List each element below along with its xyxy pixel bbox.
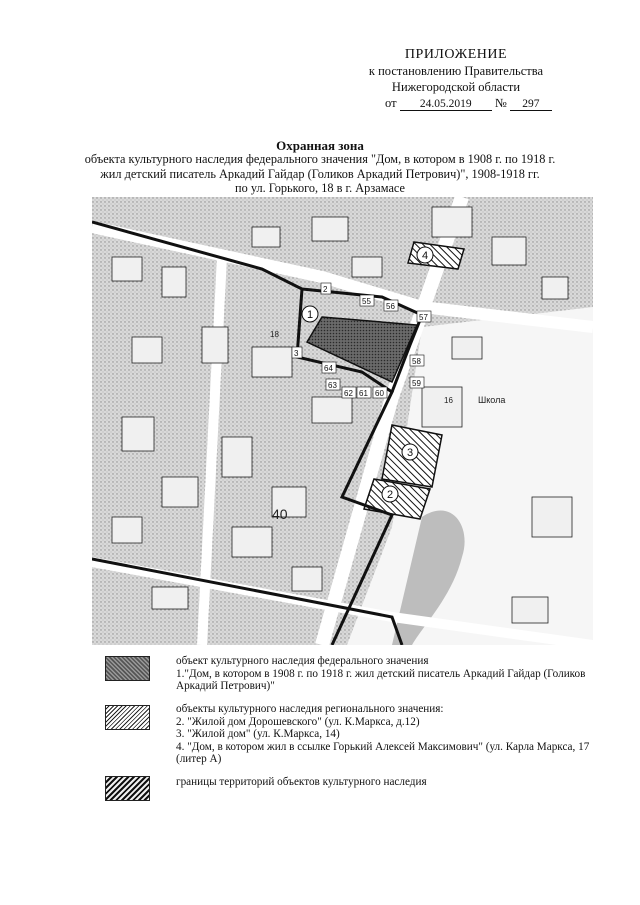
label-16: 16 bbox=[444, 396, 453, 405]
legend-federal-line-2: 1."Дом, в котором в 1908 г. по 1918 г. жил детский писатель Аркадий Гайдар (Голиков bbox=[176, 667, 586, 680]
boundary-point-58: 58 bbox=[412, 357, 421, 366]
legend-regional-line-3: 3. "Жилой дом" (ул. К.Маркса, 14) bbox=[176, 728, 340, 740]
annex-title: ПРИЛОЖЕНИЕ bbox=[404, 47, 508, 62]
boundary-point-2: 2 bbox=[323, 285, 328, 294]
legend-regional-line-1: объекты культурного наследия регионального значения: bbox=[176, 703, 444, 715]
date-prefix: от bbox=[385, 96, 397, 110]
cadastral-map bbox=[92, 197, 593, 645]
boundary-point-56: 56 bbox=[386, 302, 395, 311]
subtitle-line-2: жил детский писатель Аркадий Гайдар (Голиков Аркадий Петрович)", 1908-1918 гг. bbox=[100, 166, 540, 181]
legend-boundaries bbox=[176, 776, 596, 789]
label-18: 18 bbox=[270, 330, 279, 339]
map-marker-1: 1 bbox=[306, 309, 314, 321]
legend-regional-line-5: (литер А) bbox=[176, 753, 222, 765]
subtitle-line-1: объекта культурного наследия федерального значения "Дом, в котором в 1908 г. по 1918 г. bbox=[84, 152, 556, 166]
map-marker-2: 2 bbox=[386, 489, 394, 501]
number-prefix: № bbox=[494, 96, 507, 110]
boundary-point-63: 63 bbox=[328, 381, 337, 390]
document-subtitle bbox=[60, 152, 580, 196]
map-marker-3: 3 bbox=[406, 447, 414, 459]
label-block-40: 40 bbox=[272, 506, 288, 522]
legend-swatch-regional bbox=[105, 705, 150, 730]
boundary-point-60: 60 bbox=[375, 389, 384, 398]
boundary-point-61: 61 bbox=[359, 389, 368, 398]
legend-regional bbox=[176, 703, 596, 766]
boundary-point-64: 64 bbox=[324, 364, 333, 373]
boundary-point-59: 59 bbox=[412, 379, 421, 388]
label-school: Школа bbox=[478, 395, 506, 405]
boundary-point-62: 62 bbox=[344, 389, 353, 398]
legend-swatch-federal bbox=[105, 656, 150, 681]
map-marker-4: 4 bbox=[421, 250, 429, 262]
boundary-point-3: 3 bbox=[294, 349, 299, 358]
date-number-line bbox=[385, 96, 552, 111]
document-title: Охранная зона bbox=[276, 138, 364, 153]
boundary-point-55: 55 bbox=[362, 297, 371, 306]
legend-swatch-boundaries bbox=[105, 776, 150, 801]
legend-regional-line-4: 4. "Дом, в котором жил в ссылке Горький Алексей Максимович" (ул. Карла Маркса, 17 bbox=[176, 740, 590, 753]
legend-federal-line-3: Аркадий Петрович)" bbox=[176, 680, 275, 692]
decree-line: к постановлению Правительства bbox=[368, 64, 544, 78]
decree-date: 24.05.2019 bbox=[400, 98, 492, 111]
legend-boundaries-line-1: границы территорий объектов культурного наследия bbox=[176, 776, 427, 788]
legend-federal-line-1: объект культурного наследия федерального значения bbox=[176, 655, 429, 667]
boundary-point-57: 57 bbox=[419, 313, 428, 322]
subtitle-line-3: по ул. Горького, 18 в г. Арзамасе bbox=[235, 181, 405, 195]
region-line: Нижегородской области bbox=[391, 80, 521, 94]
legend-federal bbox=[176, 655, 596, 693]
decree-number: 297 bbox=[510, 98, 552, 111]
legend-regional-line-2: 2. "Жилой дом Дорошевского" (ул. К.Маркса, д.12) bbox=[176, 715, 420, 728]
